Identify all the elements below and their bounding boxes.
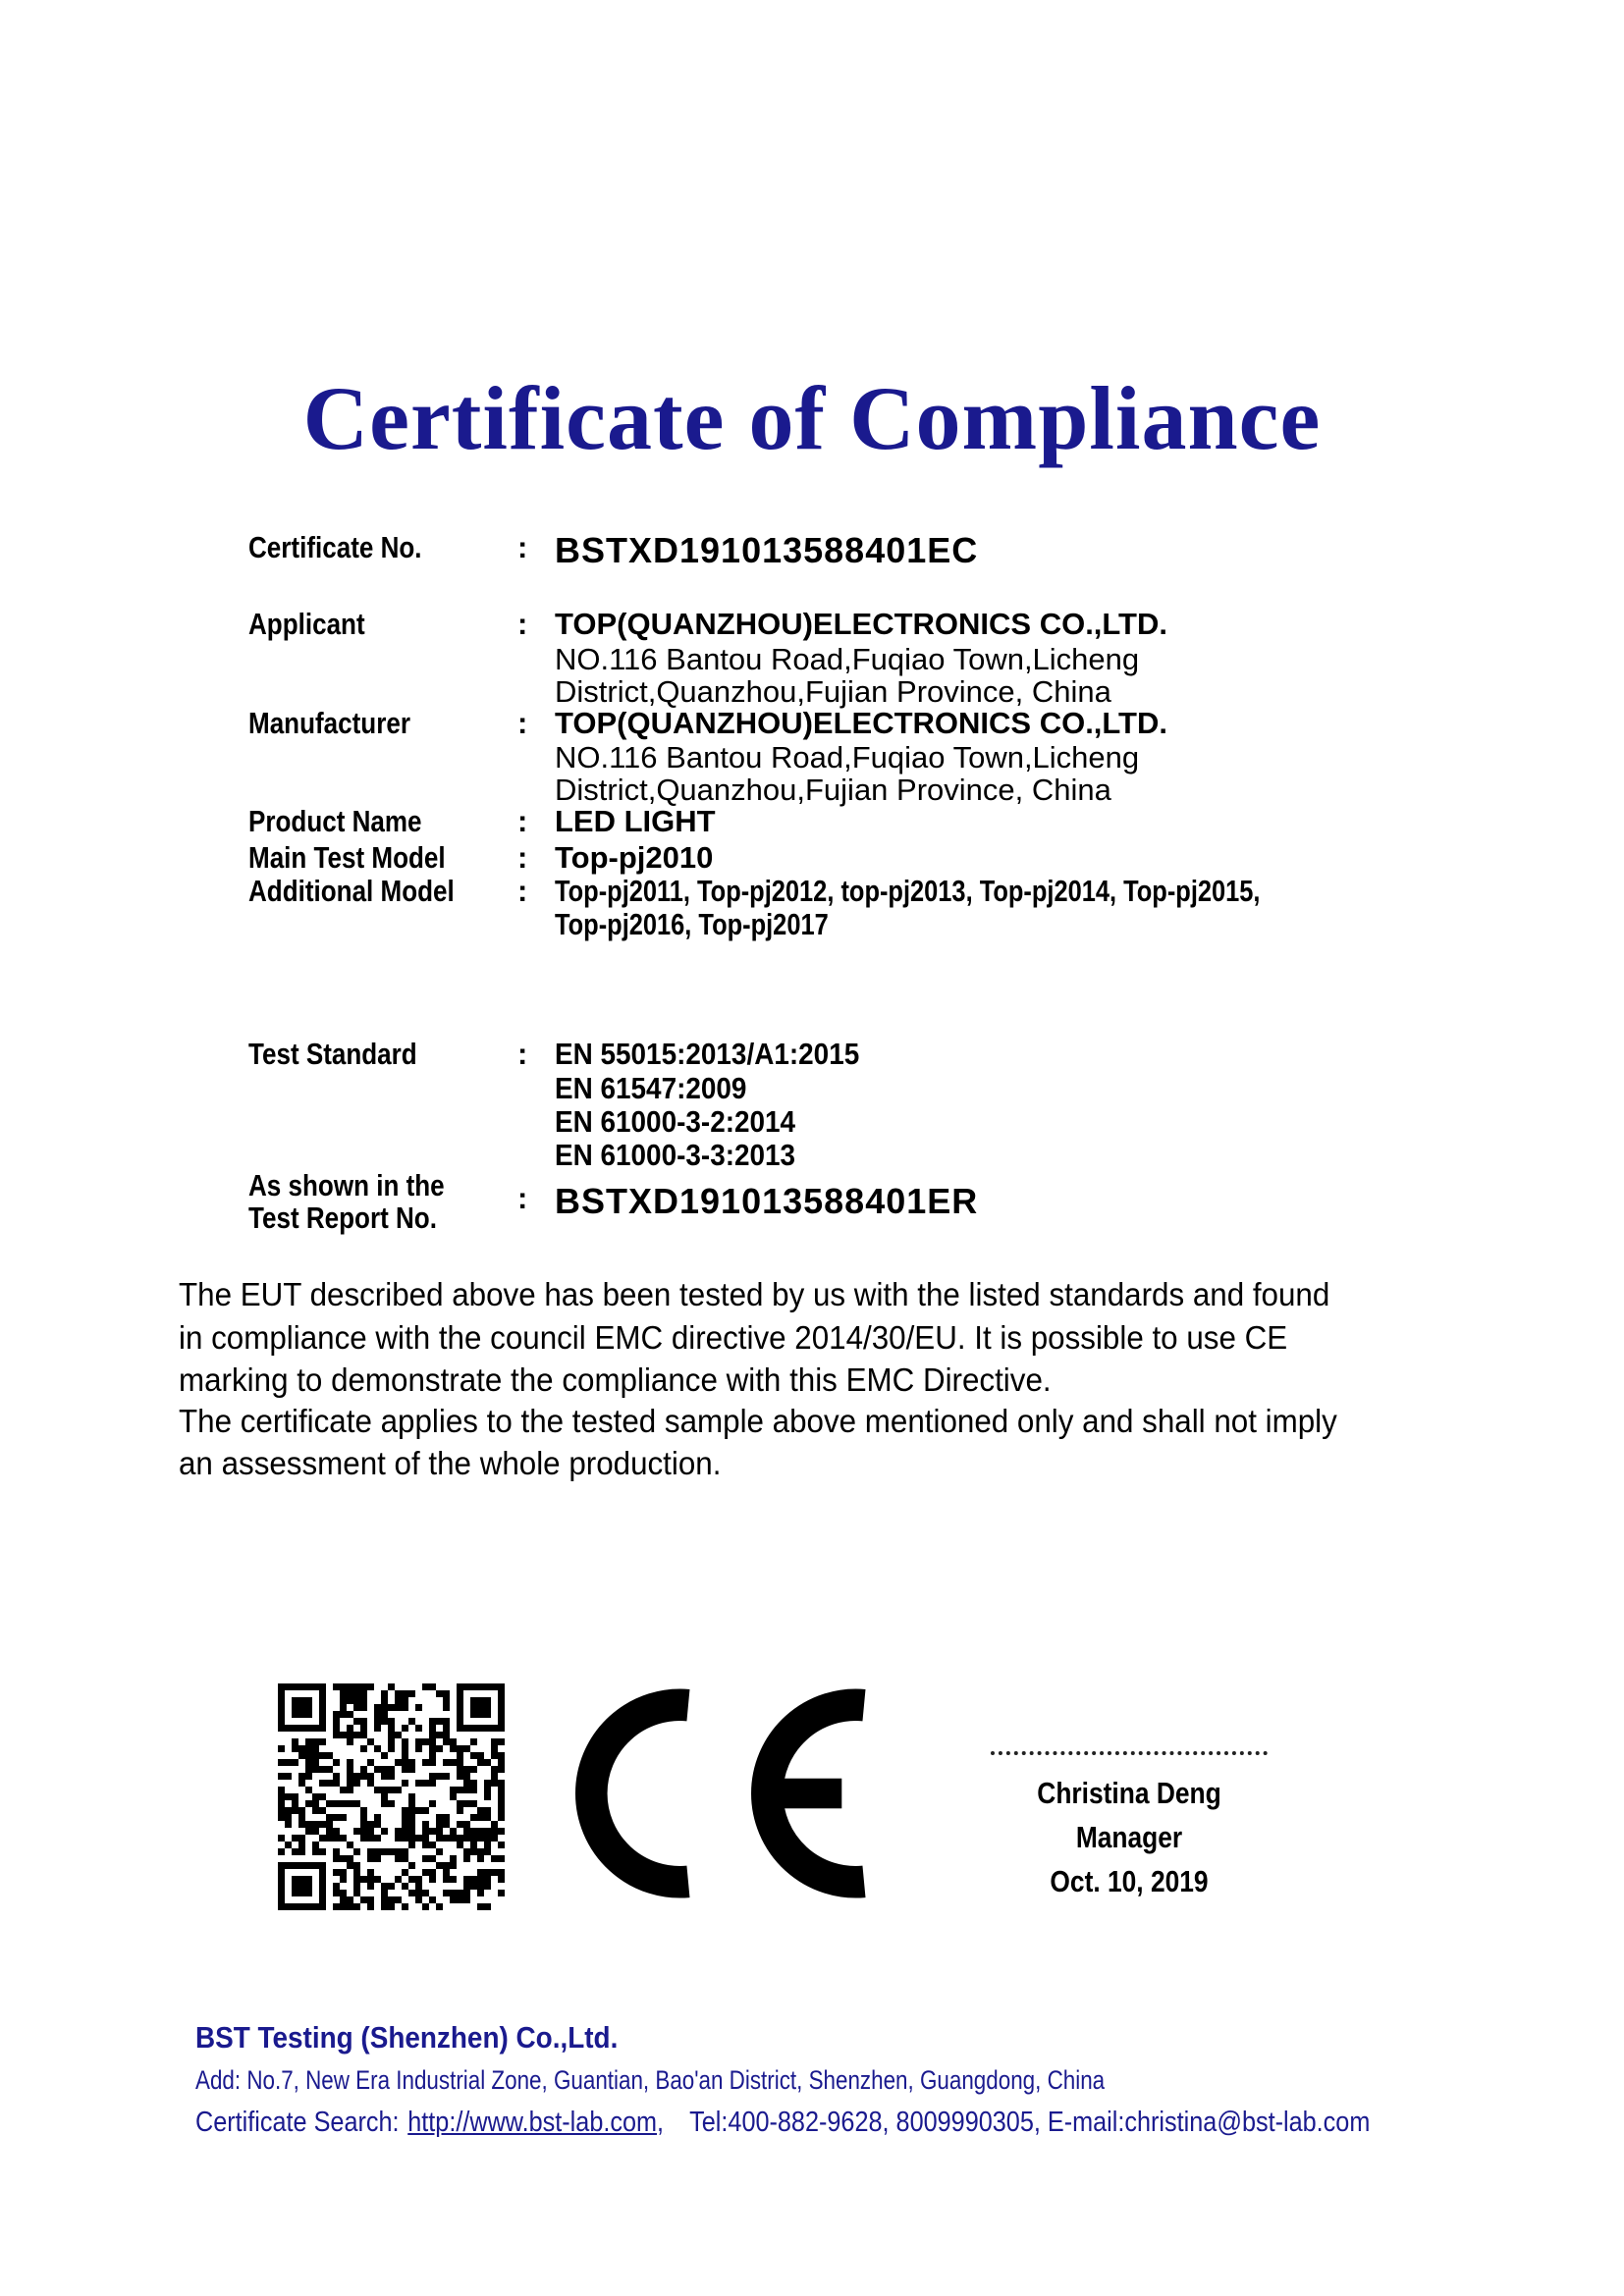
footer-company-address: Add: No.7, New Era Industrial Zone, Guantian, Bao'an District, Shenzhen, Guangdong, China	[195, 2065, 1106, 2095]
certificate-no-value: BSTXD191013588401EC	[555, 530, 979, 570]
test-standard-2: EN 61547:2009	[555, 1071, 747, 1105]
additional-model-value-line2: Top-pj2016, Top-pj2017	[555, 907, 829, 941]
applicant-label: Applicant	[248, 607, 365, 641]
manufacturer-address-line2: District,Quanzhou,Fujian Province, China	[555, 773, 1111, 807]
body-line-5: an assessment of the whole production.	[179, 1445, 722, 1481]
qr-code	[278, 1683, 505, 1910]
colon: :	[517, 1037, 528, 1071]
applicant-address-line1: NO.116 Bantou Road,Fuqiao Town,Licheng	[555, 642, 1140, 676]
test-report-value: BSTXD191013588401ER	[555, 1181, 979, 1221]
body-line-1: The EUT described above has been tested by us with the listed standards and found	[179, 1276, 1330, 1312]
applicant-address-line2: District,Quanzhou,Fujian Province, China	[555, 674, 1111, 709]
certificate-search-label: Certificate Search:	[195, 2107, 400, 2138]
test-standard-4: EN 61000-3-3:2013	[555, 1138, 796, 1172]
colon: :	[517, 804, 528, 838]
manufacturer-address-line1: NO.116 Bantou Road,Fuqiao Town,Licheng	[555, 740, 1140, 774]
page-title: Certificate of Compliance	[302, 368, 1322, 468]
test-standard-1: EN 55015:2013/A1:2015	[555, 1037, 860, 1071]
test-standard-label: Test Standard	[248, 1037, 417, 1071]
body-line-4: The certificate applies to the tested sample above mentioned only and shall not imply	[179, 1403, 1337, 1439]
ce-mark-icon	[574, 1688, 867, 1901]
footer-search-line	[195, 2107, 1370, 2139]
main-test-model-label: Main Test Model	[248, 840, 446, 875]
main-test-model-value: Top-pj2010	[555, 840, 714, 875]
colon: :	[517, 840, 528, 875]
colon: :	[517, 530, 528, 564]
test-standard-3: EN 61000-3-2:2014	[555, 1104, 796, 1139]
body-line-3: marking to demonstrate the compliance with this EMC Directive.	[179, 1362, 1052, 1398]
applicant-name: TOP(QUANZHOU)ELECTRONICS CO.,LTD.	[555, 607, 1167, 641]
additional-model-value-line1: Top-pj2011, Top-pj2012, top-pj2013, Top-pj2014, Top-pj2015,	[555, 874, 1261, 908]
test-report-label-line1: As shown in the	[248, 1168, 445, 1202]
manufacturer-label: Manufacturer	[248, 706, 410, 740]
issue-date: Oct. 10, 2019	[1050, 1864, 1209, 1898]
signatory-name: Christina Deng	[1037, 1776, 1221, 1810]
product-name-value: LED LIGHT	[555, 804, 716, 838]
signature-block	[982, 1751, 1276, 1903]
product-name-label: Product Name	[248, 804, 422, 838]
colon: :	[517, 706, 528, 740]
test-report-label-line2: Test Report No.	[248, 1201, 437, 1235]
signature-dotted-line	[991, 1751, 1268, 1755]
colon: :	[517, 1181, 528, 1215]
footer-contact-info: Tel:400-882-9628, 8009990305, E-mail:christina@bst-lab.com	[689, 2107, 1371, 2138]
manufacturer-name: TOP(QUANZHOU)ELECTRONICS CO.,LTD.	[555, 706, 1167, 740]
additional-model-label: Additional Model	[248, 874, 455, 908]
body-line-2: in compliance with the council EMC directive 2014/30/EU. It is possible to use CE	[179, 1319, 1288, 1356]
footer-company-name: BST Testing (Shenzhen) Co.,Ltd.	[195, 2020, 619, 2055]
colon: :	[517, 874, 528, 908]
colon: :	[517, 607, 528, 641]
signatory-title: Manager	[1075, 1820, 1183, 1854]
certificate-search-url-link[interactable]: http://www.bst-lab.com,	[407, 2107, 665, 2138]
certificate-no-label: Certificate No.	[248, 530, 422, 564]
